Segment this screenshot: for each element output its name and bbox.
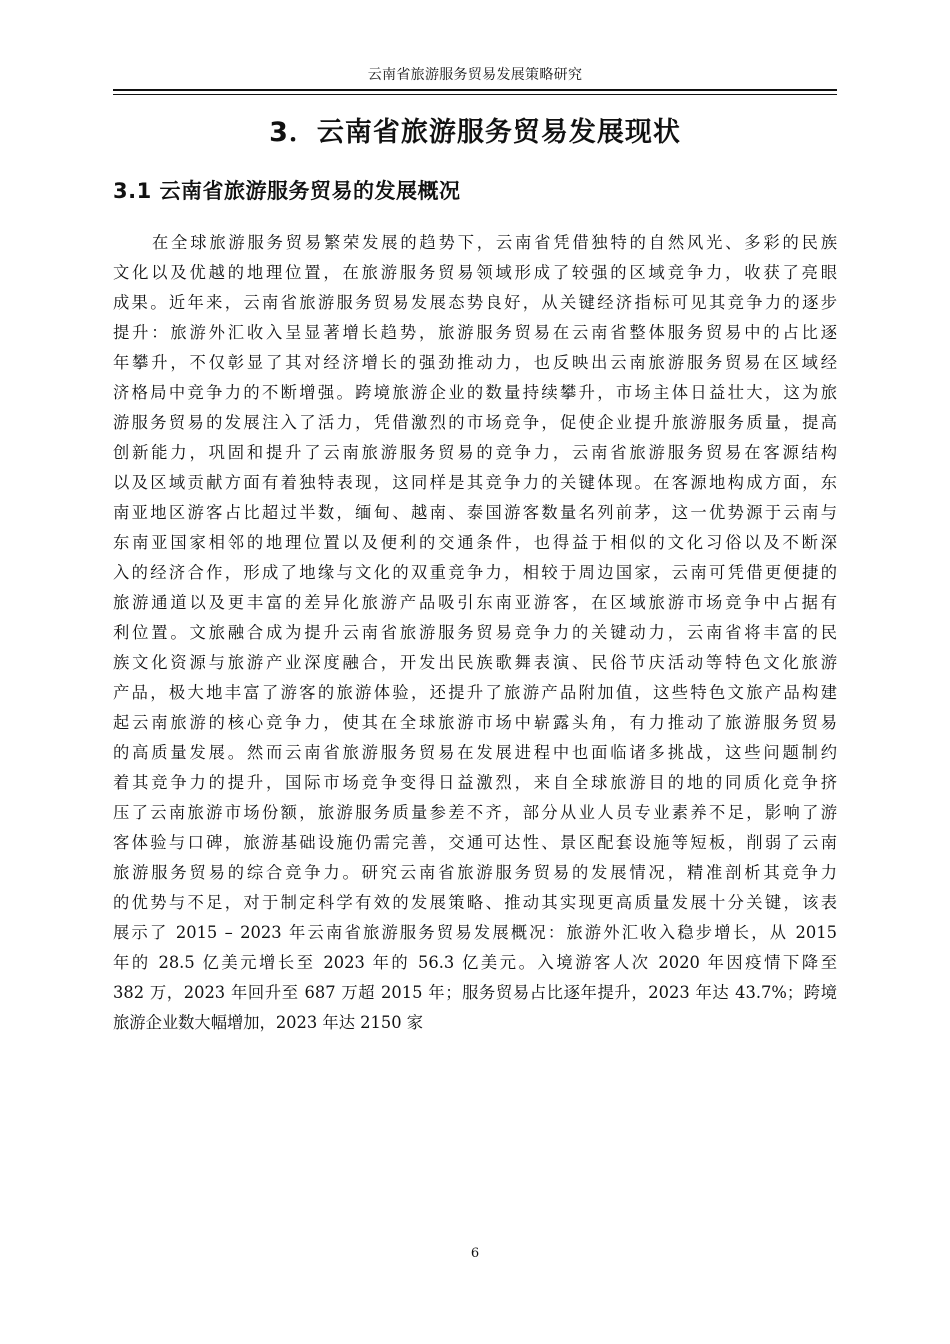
paragraph-line: 的高质量发展。然而云南省旅游服务贸易在发展进程中也面临诸多挑战，这些问题制约: [113, 743, 837, 762]
paragraph-line: 利位置。文旅融合成为提升云南省旅游服务贸易竞争力的关键动力，云南省将丰富的民: [113, 623, 837, 642]
paragraph-line: 在全球旅游服务贸易繁荣发展的趋势下，云南省凭借独特的自然风光、多彩的民族: [152, 233, 837, 252]
paragraph-line: 成果。近年来，云南省旅游服务贸易发展态势良好，从关键经济指标可见其竞争力的逐步: [113, 293, 837, 312]
paragraph-line: 南亚地区游客占比超过半数，缅甸、越南、泰国游客数量名列前茅，这一优势源于云南与: [113, 503, 837, 522]
paragraph-line: 东南亚国家相邻的地理位置以及便利的交通条件，也得益于相似的文化习俗以及不断深: [113, 533, 837, 552]
paragraph-line: 创新能力，巩固和提升了云南旅游服务贸易的竞争力，云南省旅游服务贸易在客源结构: [113, 443, 837, 462]
paragraph-line: 旅游服务贸易的综合竞争力。研究云南省旅游服务贸易的发展情况，精准剖析其竞争力: [113, 863, 837, 882]
paragraph-line: 客体验与口碑，旅游基础设施仍需完善，交通可达性、景区配套设施等短板，削弱了云南: [113, 833, 837, 852]
paragraph-line: 旅游通道以及更丰富的差异化旅游产品吸引东南亚游客，在区域旅游市场竞争中占据有: [113, 593, 837, 612]
paragraph-line: 产品，极大地丰富了游客的旅游体验，还提升了旅游产品附加值，这些特色文旅产品构建: [113, 683, 837, 702]
paragraph-line: 游服务贸易的发展注入了活力，凭借激烈的市场竞争，促使企业提升旅游服务质量，提高: [113, 413, 837, 432]
paragraph-line: 以及区域贡献方面有着独特表现，这同样是其竞争力的关键体现。在客源地构成方面，东: [113, 473, 837, 492]
paragraph-line: 入的经济合作，形成了地缘与文化的双重竞争力，相较于周边国家，云南可凭借更便捷的: [113, 563, 837, 582]
paragraph-line: 展示了 2015 – 2023 年云南省旅游服务贸易发展概况：旅游外汇收入稳步增长，从 2015: [113, 923, 837, 942]
header-rule-thick: [113, 89, 837, 91]
paragraph-line: 文化以及优越的地理位置，在旅游服务贸易领域形成了较强的区域竞争力，收获了亮眼: [113, 263, 837, 282]
paragraph-line: 年的 28.5 亿美元增长至 2023 年的 56.3 亿美元。入境游客人次 2020 年因疫情下降至: [113, 953, 837, 972]
header-rule-thin: [113, 94, 837, 95]
paragraph-line: 济格局中竞争力的不断增强。跨境旅游企业的数量持续攀升，市场主体日益壮大，这为旅: [113, 383, 837, 402]
paragraph-line: 压了云南旅游市场份额，旅游服务质量参差不齐，部分从业人员专业素养不足，影响了游: [113, 803, 837, 822]
section-title: 3.1 云南省旅游服务贸易的发展概况: [113, 179, 461, 203]
paragraph-line: 的优势与不足，对于制定科学有效的发展策略、推动其实现更高质量发展十分关键，该表: [113, 893, 837, 912]
paragraph-line: 提升：旅游外汇收入呈显著增长趋势，旅游服务贸易在云南省整体服务贸易中的占比逐: [113, 323, 837, 342]
paragraph-line: 起云南旅游的核心竞争力，使其在全球旅游市场中崭露头角，有力推动了旅游服务贸易: [113, 713, 837, 732]
paragraph-line: 382 万，2023 年回升至 687 万超 2015 年；服务贸易占比逐年提升，2023 年达 43.7%；跨境: [113, 983, 837, 1002]
page-number: 6: [470, 1246, 480, 1261]
paragraph-line: 着其竞争力的提升，国际市场竞争变得日益激烈，来自全球旅游目的地的同质化竞争挤: [113, 773, 837, 792]
chapter-title: 3．云南省旅游服务贸易发展现状: [269, 117, 681, 148]
running-header: 云南省旅游服务贸易发展策略研究: [367, 67, 583, 83]
paragraph-line: 年攀升，不仅彰显了其对经济增长的强劲推动力，也反映出云南旅游服务贸易在区域经: [113, 353, 837, 372]
body-paragraph: [113, 228, 837, 1038]
paragraph-line: 旅游企业数大幅增加，2023 年达 2150 家: [113, 1013, 424, 1032]
paragraph-line: 族文化资源与旅游产业深度融合，开发出民族歌舞表演、民俗节庆活动等特色文化旅游: [113, 653, 837, 672]
